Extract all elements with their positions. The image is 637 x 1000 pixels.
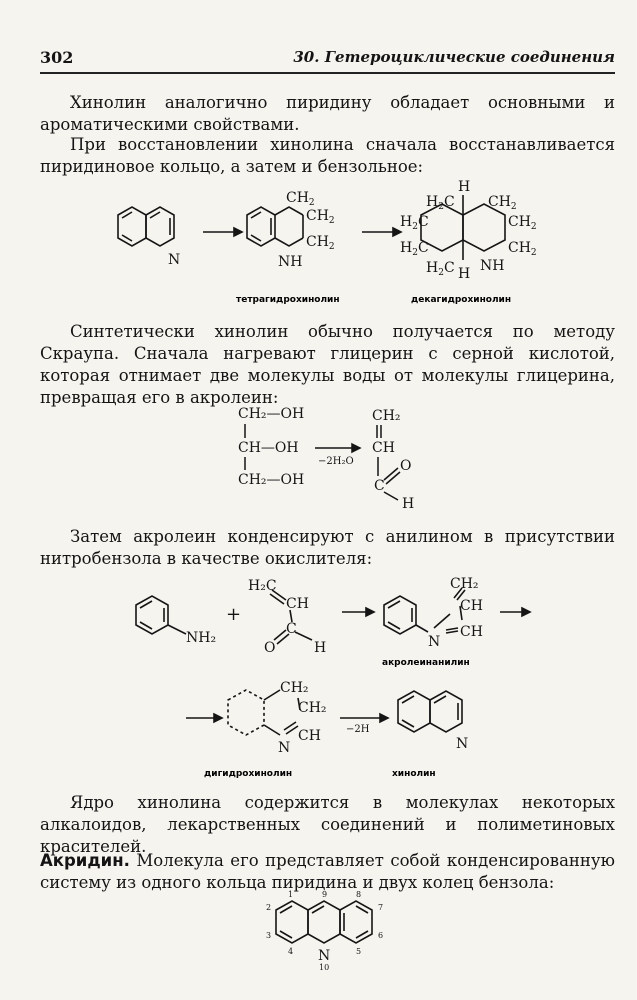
caption-quinoline: хинолин	[392, 769, 436, 779]
glycerol-ch2oh-bottom: CH₂—OH	[238, 472, 305, 488]
aniline-nh2: NH₂	[186, 630, 217, 646]
acridine-structure	[0, 888, 637, 998]
dihydroquinoline-ring-left	[228, 690, 264, 735]
skraup-condensation-scheme	[0, 570, 637, 790]
page-header	[40, 46, 615, 74]
acridine-pos-5: 5	[356, 947, 362, 956]
dhq-nh: NH	[480, 258, 505, 274]
dhq-ch2-2: $CH_2$	[508, 214, 537, 232]
acrolein-ch: CH	[372, 440, 395, 456]
glycerol-choh: CH—OH	[238, 440, 299, 456]
acrolein-c: C	[374, 478, 385, 494]
acrolein-o-2: O	[264, 640, 276, 656]
dhq-ch2-1: $CH_2$	[488, 194, 517, 212]
acroleinaniline-n: N	[428, 634, 441, 650]
acridine-pos-4: 4	[288, 947, 294, 956]
acroleinaniline-ch-1: CH	[460, 598, 483, 614]
paragraph-3	[40, 321, 615, 409]
acridine-ring-left	[276, 901, 308, 943]
acrolein-ch2: CH₂	[372, 408, 401, 424]
paragraph-6-text: Молекула его представляет собой конденсированную систему из одного кольца пиридина и двух колец бензола:	[40, 851, 616, 892]
thq-nh: NH	[278, 254, 303, 270]
quinoline-n-label: N	[168, 252, 181, 268]
plus-sign: +	[226, 604, 242, 625]
acridine-pos-2: 2	[266, 903, 272, 912]
dehydration-label: −2H₂O	[318, 456, 354, 467]
acrolein-ch-2: CH	[286, 596, 309, 612]
dihydro-ch: CH	[298, 728, 321, 744]
paragraph-1	[40, 92, 615, 136]
acrolein-h: H	[402, 496, 415, 512]
thq-ch2-bottom: $CH_2$	[306, 234, 335, 252]
acridine-pos-3: 3	[266, 931, 272, 940]
acrolein-h-2: H	[314, 640, 327, 656]
acridine-pos-10: 10	[319, 963, 330, 972]
product-n: N	[456, 736, 469, 752]
dhq-ch2-3: $CH_2$	[508, 240, 537, 258]
paragraph-5	[40, 792, 615, 858]
dhq-h2c-3: $H_2C$	[400, 240, 429, 258]
acroleinaniline-ch2: CH₂	[450, 576, 479, 592]
caption-dihydroquinoline: дигидрохинолин	[204, 769, 293, 779]
caption-decahydroquinoline: декагидрохинолин	[411, 295, 512, 305]
quinoline-reduction-scheme	[0, 180, 637, 310]
acridine-n: N	[318, 948, 331, 964]
dihydro-ch2-top: CH₂	[280, 680, 309, 696]
dihydro-n: N	[278, 740, 291, 756]
paragraph-4-text: Затем акролеин конденсируют с анилином в присутствии нитробензола в качестве окислителя:	[40, 527, 615, 568]
dhq-ring-right	[463, 204, 505, 251]
paragraph-2	[40, 134, 615, 178]
thq-ch2-right: $CH_2$	[306, 208, 335, 226]
caption-acroleinaniline: акролеинанилин	[382, 658, 470, 668]
acrolein-o: O	[400, 458, 412, 474]
dhq-h2c-4: $H_2C$	[426, 260, 455, 278]
acroleinaniline-ch-2: CH	[460, 624, 483, 640]
dhq-h-bottom: H	[458, 266, 471, 282]
paragraph-3-text: Синтетически хинолин обычно получается по методу Скраупа. Сначала нагревают глицерин с серной кислотой, которая отнимает две молекулы воды от молекулы глицерина, превращая его в акролеин:	[40, 322, 615, 407]
dehydrogenation-label: −2H	[346, 724, 370, 735]
acridine-pos-1: 1	[288, 890, 294, 899]
acridine-pos-8: 8	[356, 890, 362, 899]
acridine-pos-6: 6	[378, 931, 384, 940]
dhq-h-top: H	[458, 180, 471, 195]
acrolein-c-2: C	[286, 621, 297, 637]
glycerol-acrolein-scheme	[0, 400, 637, 515]
acridine-heading: Акридин.	[40, 851, 130, 870]
paragraph-1-text: Хинолин аналогично пиридину обладает основными и ароматическими свойствами.	[40, 93, 615, 134]
paragraph-2-text: При восстановлении хинолина сначала восстанавливается пиридиновое кольцо, а затем и бензольное:	[40, 135, 615, 176]
acridine-ring-middle	[308, 901, 340, 943]
thq-ch2-top: $CH_2$	[286, 190, 315, 208]
product-benzene-ring	[398, 691, 430, 732]
running-title: 30. Гетероциклические соединения	[293, 48, 615, 66]
paragraph-5-text: Ядро хинолина содержится в молекулах некоторых алкалоидов, лекарственных соединений и полиметиновых красителей.	[40, 793, 615, 856]
paragraph-4	[40, 526, 615, 570]
acridine-pos-9: 9	[322, 890, 328, 899]
acridine-pos-7: 7	[378, 903, 384, 912]
dihydro-ch2-right: CH₂	[298, 700, 327, 716]
dhq-h2c-1: $H_2C$	[426, 194, 455, 212]
glycerol-ch2oh-top: CH₂—OH	[238, 406, 305, 422]
page-number: 302	[40, 48, 74, 67]
caption-tetrahydroquinoline: тетрагидрохинолин	[236, 295, 340, 305]
acrolein-h2c: H₂C	[248, 578, 277, 594]
dhq-h2c-2: $H_2C$	[400, 214, 429, 232]
